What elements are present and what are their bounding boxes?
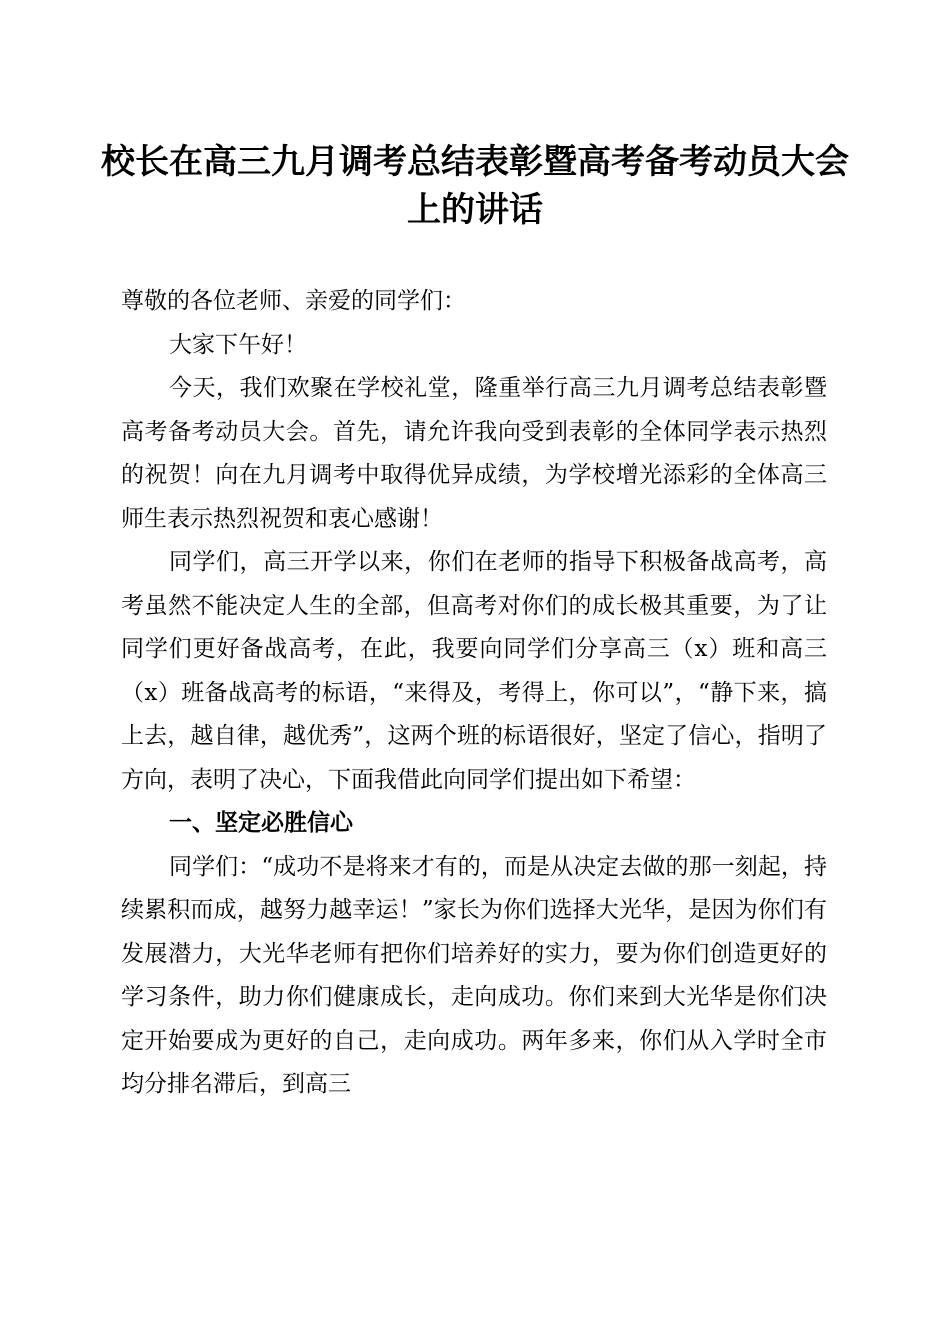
document-title: 校长在高三九月调考总结表彰暨高考备考动员大会上的讲话 bbox=[101, 142, 849, 230]
greeting: 大家下午好！ bbox=[169, 331, 307, 358]
section-heading: 一、坚定必胜信心 bbox=[169, 810, 353, 836]
paragraph-opening: 今天，我们欢聚在学校礼堂，隆重举行高三九月调考总结表彰暨高考备考动员大会。首先，请允许我向受到表彰的全体同学表示热烈的祝贺！向在九月调考中取得优异成绩，为学校增光添彩的全体高三师生表示热烈祝贺和衷心感谢！ bbox=[121, 375, 827, 532]
salutation: 尊敬的各位老师、亲爱的同学们： bbox=[121, 288, 466, 314]
document-body bbox=[121, 280, 827, 1107]
paragraph-slogans: 同学们，高三开学以来，你们在老师的指导下积极备战高考，高考虽然不能决定人生的全部，但高考对你们的成长极其重要，为了让同学们更好备战高考，在此，我要向同学们分享高三（x）班和高三（x）班备战高考的标语，“来得及，考得上，你可以”，“静下来，搞上去，越自律，越优秀”，这两个班的标语很好，坚定了信心，指明了方向，表明了决心，下面我借此向同学们提出如下希望： bbox=[121, 549, 827, 793]
paragraph-section-one: 同学们：“成功不是将来才有的，而是从决定去做的那一刻起，持续累积而成，越努力越幸运！”家长为你们选择大光华，是因为你们有发展潜力，大光华老师有把你们培养好的实力，要为你们创造更好的学习条件，助力你们健康成长，走向成功。你们来到大光华是你们决定开始要成为更好的自己，走向成功。两年多来，你们从入学时全市均分排名滞后，到高三 bbox=[121, 853, 827, 1097]
